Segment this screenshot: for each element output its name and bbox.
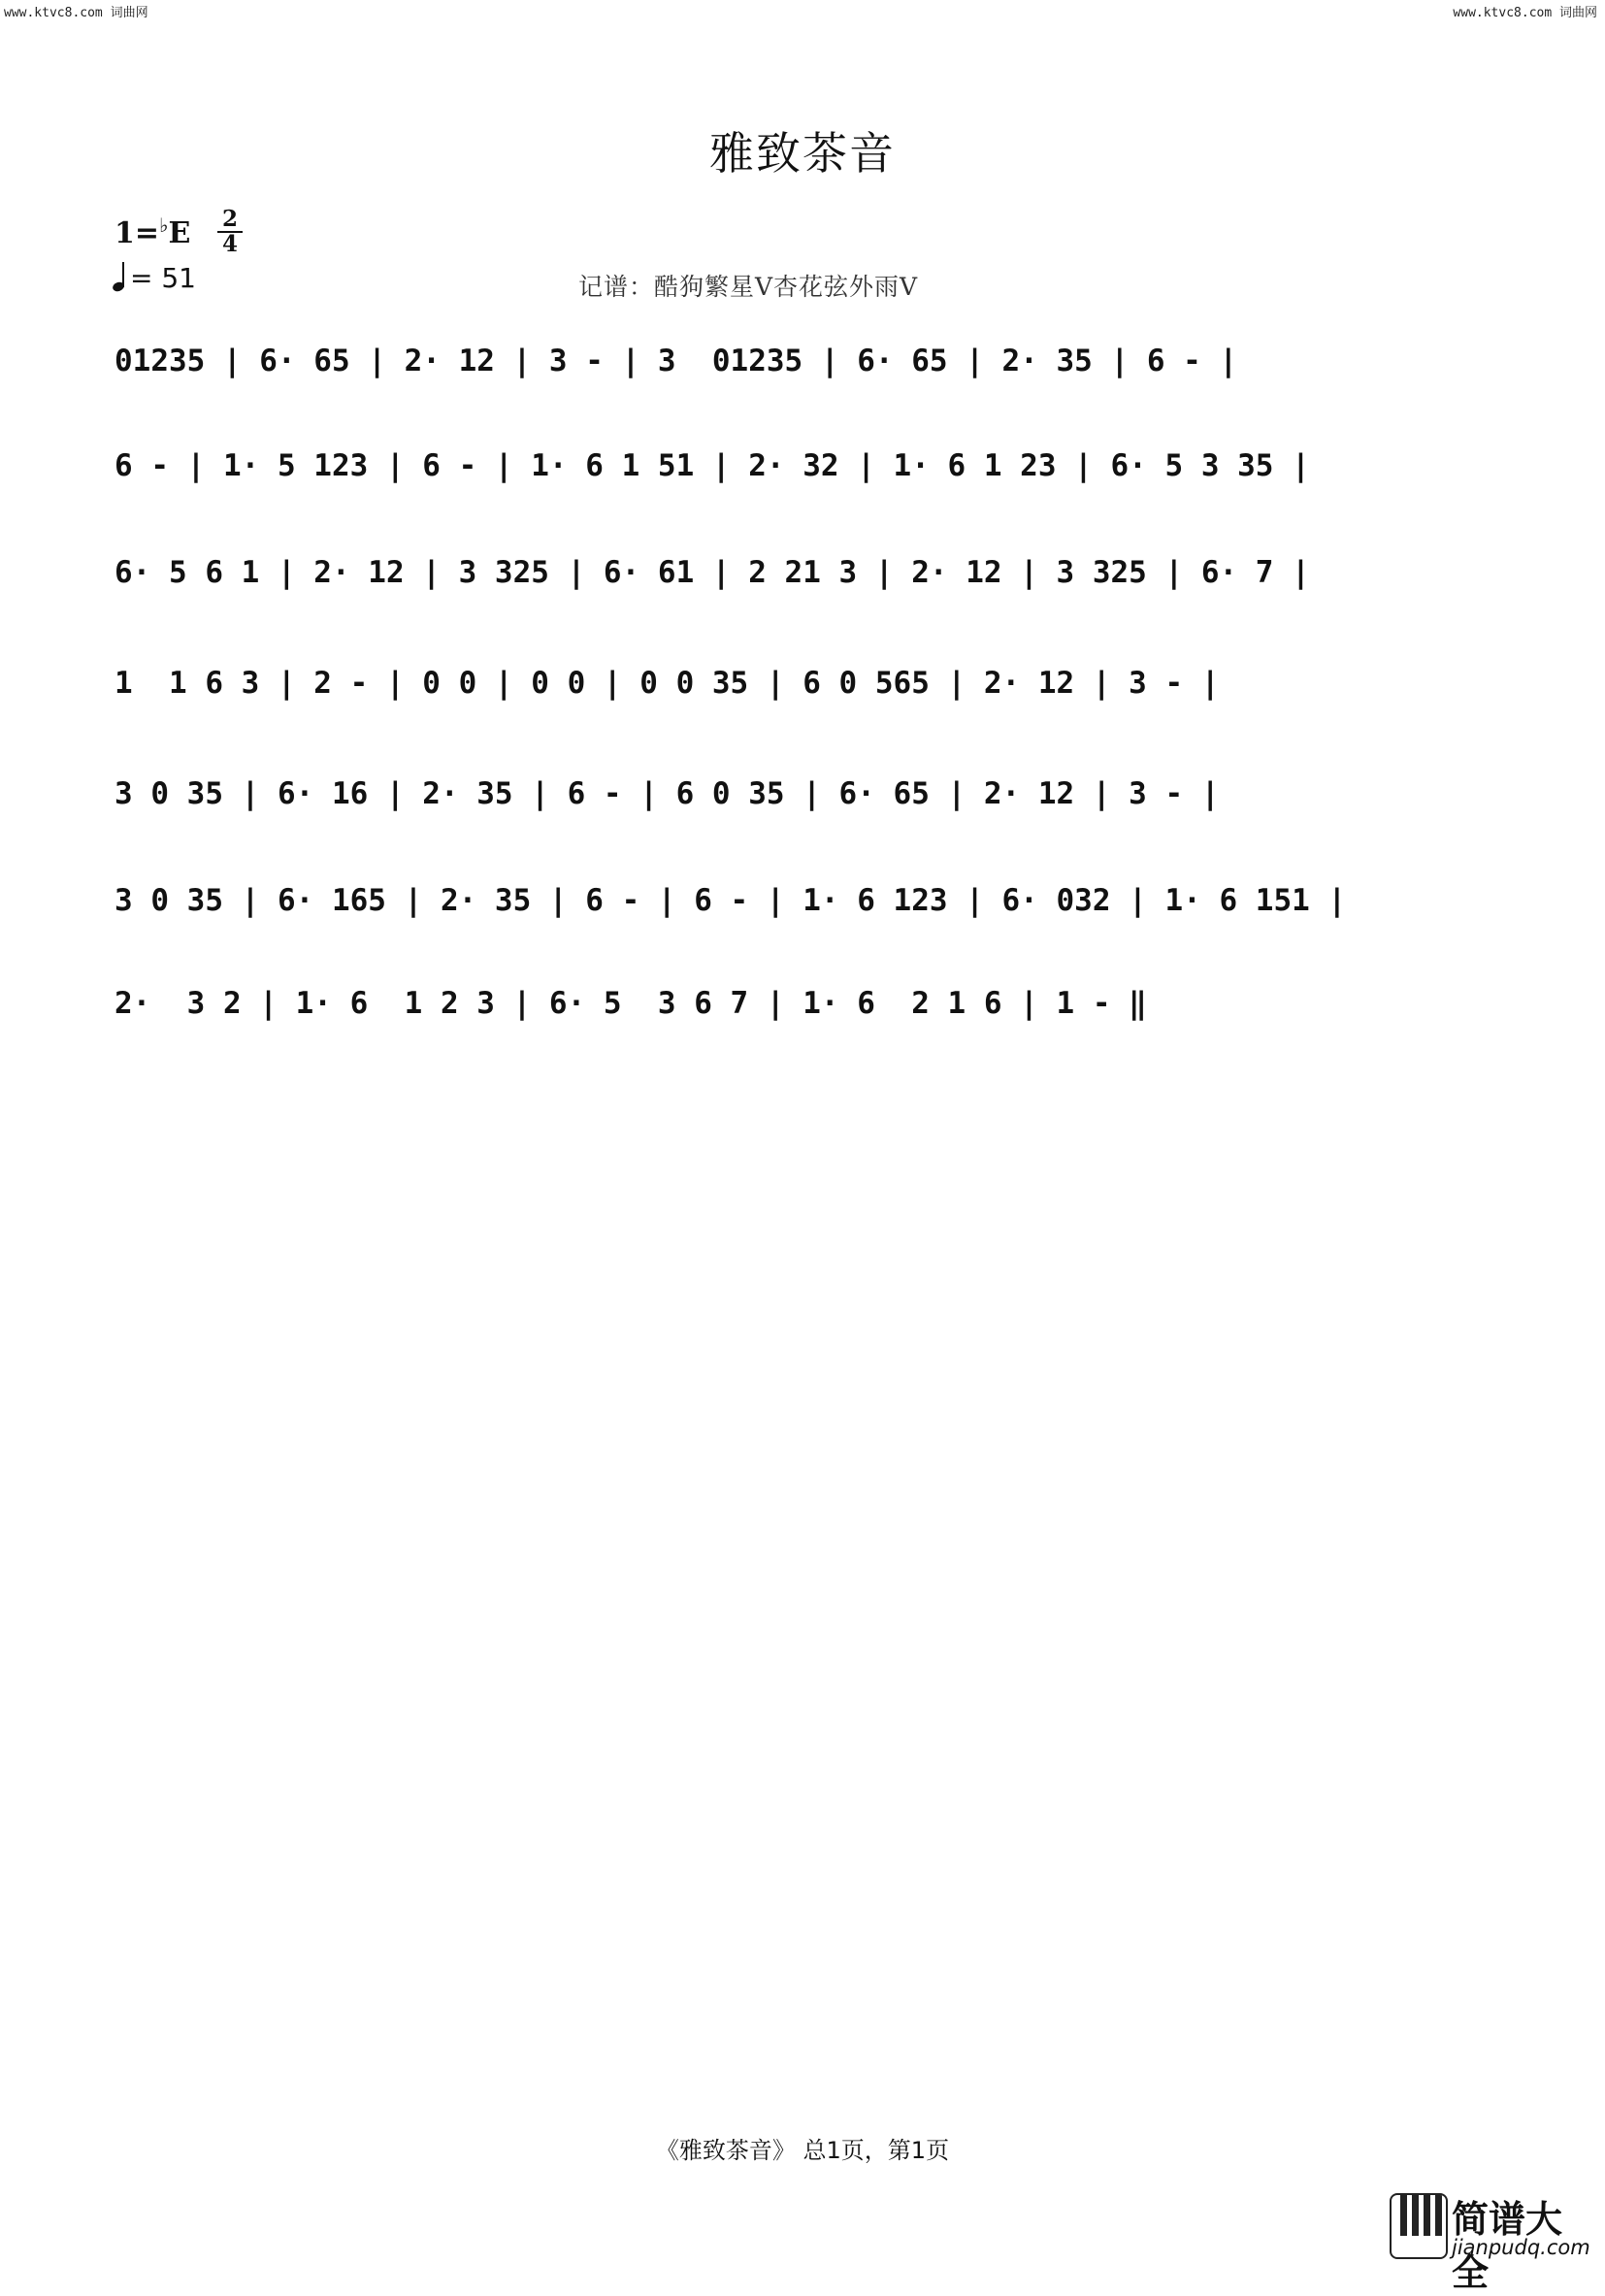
quarter-note-icon [113,262,126,291]
key-prefix: 1= [115,216,160,250]
tempo-value: = 51 [130,262,196,294]
score-line-4: 1 1 6 3 | 2 - | 0 0 | 0 0 | 0 0 35 | 6 0 565 | 2· 12 | 3 - | [115,666,1220,701]
logo-url: jianpudq.com [1452,2236,1590,2259]
header-left-text: www.ktvc8.com 词曲网 [4,6,148,20]
time-signature-bottom: 4 [217,231,243,256]
score-line-5: 3 0 35 | 6· 16 | 2· 35 | 6 - | 6 0 35 | 6· 65 | 2· 12 | 3 - | [115,776,1220,811]
transcriber-credit: 记谱：酷狗繁星V杏花弦外雨V [578,273,919,301]
key-signature [115,213,190,250]
score-line-3: 6· 5 6 1 | 2· 12 | 3 325 | 6· 61 | 2 21 3 | 2· 12 | 3 325 | 6· 7 | [115,555,1310,590]
flat-symbol: ♭ [159,213,169,237]
tempo-marking [113,262,196,294]
time-signature-top: 2 [221,206,238,232]
score-line-7: 2· 3 2 | 1· 6 1 2 3 | 6· 5 3 6 7 | 1· 6 2 1 6 | 1 - ‖ [115,986,1147,1021]
piano-keys-icon [1390,2193,1448,2259]
page-footer: 《雅致茶音》 总1页，第1页 [655,2137,950,2164]
header-right-text: www.ktvc8.com 词曲网 [1453,6,1597,20]
score-line-2: 6 - | 1· 5 123 | 6 - | 1· 6 1 51 | 2· 32 | 1· 6 1 23 | 6· 5 3 35 | [115,448,1310,483]
logo-text: 简谱大全 [1452,2198,1563,2294]
page-title: 雅致茶音 [709,127,896,180]
score-line-6: 3 0 35 | 6· 165 | 2· 35 | 6 - | 6 - | 1· 6 123 | 6· 032 | 1· 6 151 | [115,883,1347,918]
site-logo [1390,2189,1595,2294]
time-signature [217,208,243,256]
score-line-1: 01235 | 6· 65 | 2· 12 | 3 - | 3 01235 | 6· 65 | 2· 35 | 6 - | [115,344,1238,378]
key-note: E [168,216,191,250]
